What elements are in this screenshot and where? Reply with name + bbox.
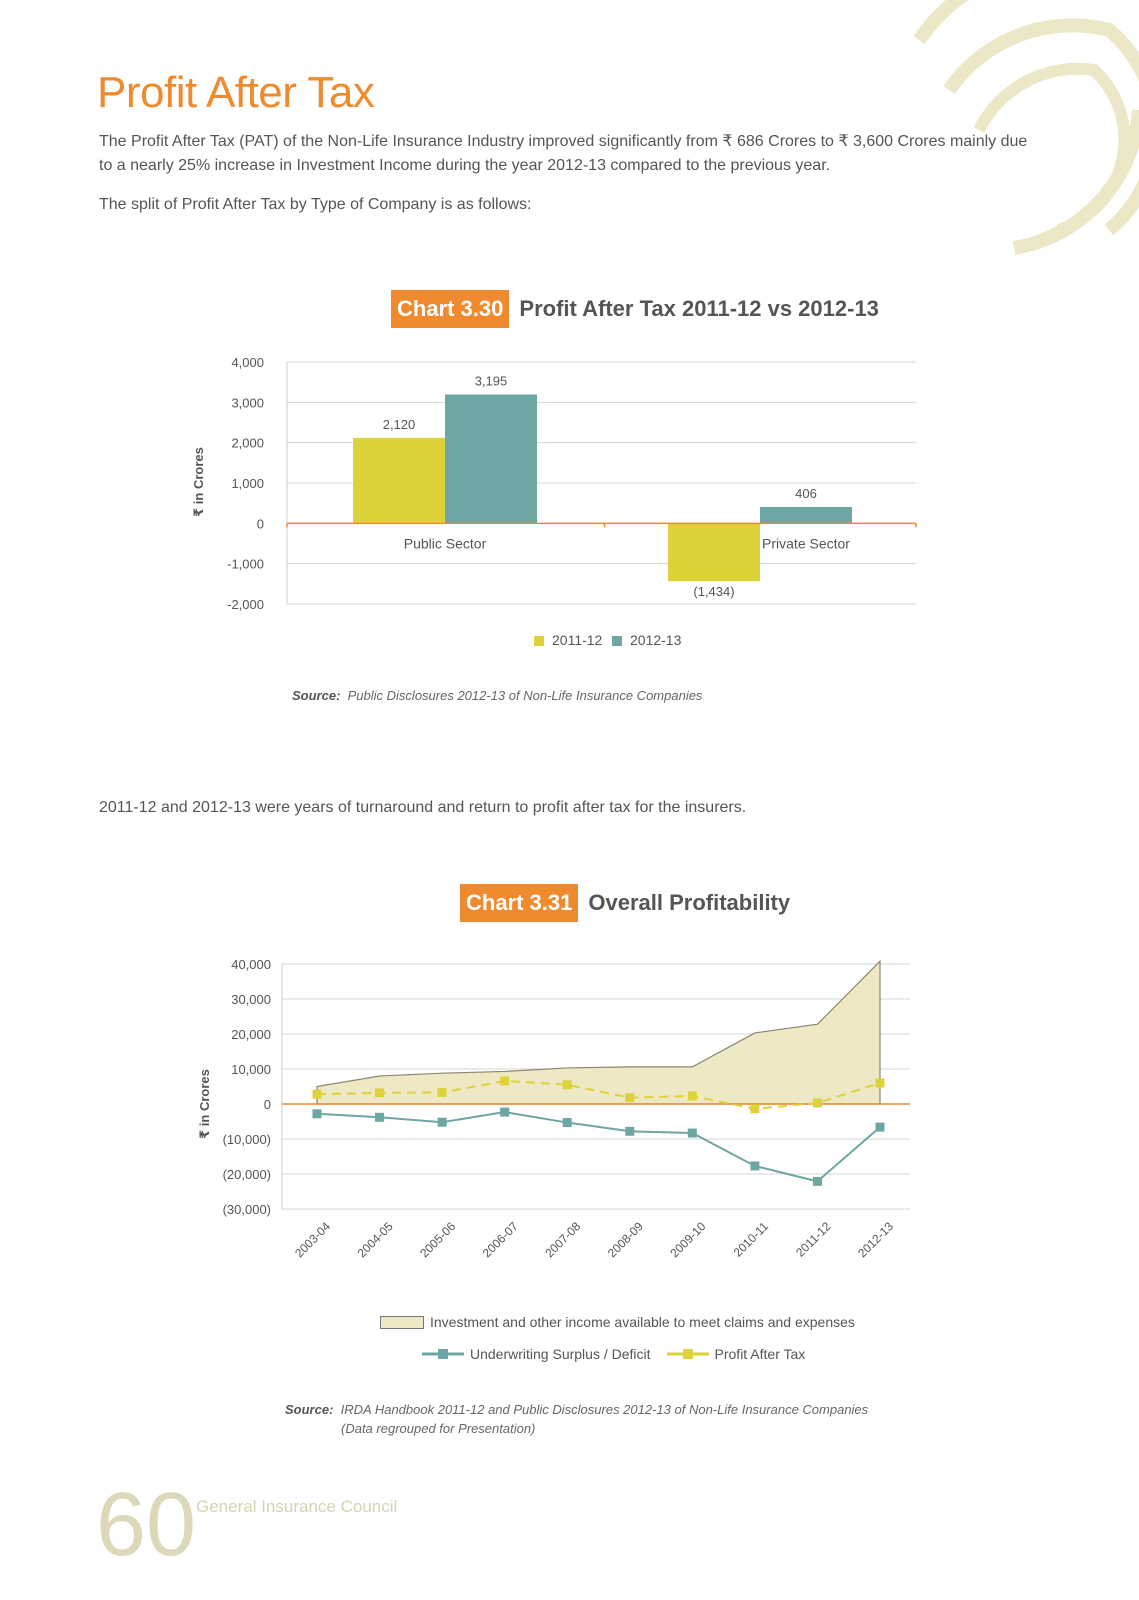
x-tick-label: 2007-08 [542, 1219, 584, 1261]
legend-item-underwriting [422, 1346, 651, 1362]
point-underwriting [750, 1161, 759, 1170]
chart-title-text: Profit After Tax 2011-12 vs 2012-13 [519, 296, 879, 321]
y-tick-label: 40,000 [231, 957, 271, 972]
legend-lines [422, 1346, 821, 1362]
chart-title-text: Overall Profitability [588, 890, 791, 915]
legend-label-pat: Profit After Tax [714, 1346, 806, 1362]
legend-area [380, 1314, 855, 1330]
source-text: Public Disclosures 2012-13 of Non-Life Insurance Companies [347, 688, 703, 703]
point-underwriting [625, 1127, 634, 1136]
point-pat [500, 1076, 509, 1085]
x-tick-label: 2003-04 [292, 1219, 334, 1261]
y-axis-label: ₹ in Crores [191, 447, 206, 517]
page-number: 60 [96, 1475, 197, 1575]
chart-3-31-title [460, 884, 790, 922]
bar [668, 523, 760, 581]
y-tick-label: 20,000 [231, 1027, 271, 1042]
category-label: Public Sector [403, 535, 487, 552]
legend-label: 2012-13 [630, 632, 682, 648]
point-underwriting [876, 1123, 885, 1132]
x-tick-label: 2005-06 [417, 1219, 459, 1261]
point-pat [563, 1080, 572, 1089]
category-label: Private Sector [762, 535, 850, 552]
source-label: Source: [285, 1402, 334, 1417]
bar [353, 438, 445, 524]
point-underwriting [688, 1129, 697, 1138]
legend-item-pat [667, 1346, 806, 1362]
intro-paragraph: The Profit After Tax (PAT) of the Non-Life Insurance Industry improved significantly from ₹ 686 Crores to ₹ 3,600 Crores mainly due to a nearly 25% increase in Investment Income during the year 2012-13 compared to the previous year. [99, 133, 1028, 174]
x-tick-label: 2010-11 [730, 1219, 772, 1260]
y-tick-label: (30,000) [222, 1202, 271, 1217]
bar [760, 507, 852, 523]
y-tick-label: (20,000) [222, 1167, 271, 1182]
y-tick-label: 4,000 [231, 355, 264, 370]
y-tick-label: 3,000 [231, 395, 264, 411]
point-underwriting [500, 1108, 509, 1117]
page-title: Profit After Tax [97, 68, 375, 117]
legend-label-underwriting: Underwriting Surplus / Deficit [470, 1346, 651, 1362]
legend-swatch-underwriting [422, 1348, 464, 1360]
chart-number-badge: Chart 3.30 [391, 290, 509, 328]
data-label: 406 [795, 485, 817, 501]
footer-text: General Insurance Council [196, 1497, 398, 1516]
y-axis-label: ₹ in Crores [197, 1069, 212, 1139]
point-underwriting [813, 1177, 822, 1186]
x-tick-label: 2006-07 [479, 1219, 521, 1261]
point-underwriting [313, 1109, 322, 1118]
point-pat [438, 1088, 447, 1097]
y-tick-label: 10,000 [231, 1062, 271, 1077]
bar [445, 394, 537, 523]
x-tick-label: 2011-12 [793, 1219, 834, 1260]
point-pat [688, 1091, 697, 1100]
y-tick-label: -2,000 [227, 597, 264, 612]
split-paragraph: The split of Profit After Tax by Type of Company is as follows: [99, 196, 532, 213]
legend-label-investment: Investment and other income available to meet claims and expenses [430, 1314, 855, 1330]
source-label: Source: [292, 688, 341, 703]
y-tick-label: -1,000 [227, 556, 264, 572]
y-tick-label: 2,000 [231, 435, 264, 451]
point-underwriting [438, 1118, 447, 1127]
legend-label: 2011-12 [552, 632, 603, 648]
source-text: IRDA Handbook 2011-12 and Public Disclosures 2012-13 of Non-Life Insurance Companies [340, 1402, 869, 1417]
legend-swatch-area [380, 1316, 424, 1329]
y-tick-label: 30,000 [231, 992, 271, 1007]
point-underwriting [563, 1118, 572, 1127]
area-investment-income [317, 961, 880, 1104]
point-pat [313, 1090, 322, 1099]
chart-3-30-title [391, 290, 879, 328]
data-label: 2,120 [382, 416, 416, 432]
x-tick-label: 2012-13 [855, 1219, 897, 1261]
point-pat [375, 1088, 384, 1097]
y-tick-label: (10,000) [222, 1132, 271, 1147]
chart-1-source [292, 686, 702, 705]
chart-number-badge: Chart 3.31 [460, 884, 578, 922]
chart-profit-after-tax [0, 350, 1139, 670]
y-tick-label: 0 [256, 516, 264, 532]
legend-swatch [612, 636, 622, 646]
chart-2-source [285, 1400, 868, 1438]
point-pat [813, 1098, 822, 1107]
x-tick-label: 2008-09 [604, 1219, 646, 1261]
line-underwriting [317, 1112, 880, 1181]
point-underwriting [375, 1113, 384, 1122]
point-pat [750, 1104, 759, 1113]
y-tick-label: 1,000 [231, 476, 264, 491]
legend-swatch-pat [667, 1348, 709, 1360]
source-note: (Data regrouped for Presentation) [341, 1421, 536, 1436]
legend-swatch [534, 636, 544, 646]
x-tick-label: 2004-05 [354, 1219, 396, 1261]
chart-overall-profitability [0, 940, 1139, 1270]
turnaround-paragraph: 2011-12 and 2012-13 were years of turnaround and return to profit after tax for the insurers. [99, 799, 747, 816]
data-label: 3,195 [474, 373, 508, 389]
x-tick-label: 2009-10 [667, 1219, 709, 1261]
point-pat [876, 1079, 885, 1088]
data-label: (1,434) [693, 584, 735, 600]
y-tick-label: 0 [263, 1097, 271, 1112]
point-pat [625, 1093, 634, 1102]
